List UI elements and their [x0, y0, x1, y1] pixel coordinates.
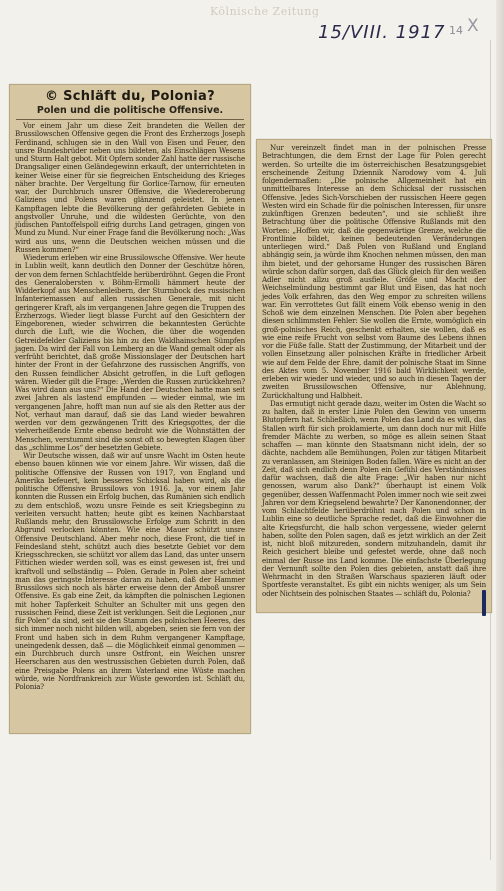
- clipping-left-column: [9, 84, 251, 734]
- left-paragraph: Wir Deutsche wissen, daß wir auf unsre Wacht im Osten heute ebenso bauen können wie vor einem Jahre. Wir wissen, daß die politische Offensive der Russen von 1917, von England und Amerika befeuert, kein besseres Schicksal haben wird, als die politische Offensive Brussilows von 1916. Ja, vor einem Jahr konnten die Russen ein Erfolg buchen, das Rumänien sich endlich zu dem entschloß, wozu unsre Feinde es seit Kriegsbeginn zu verleiten versucht hatten; heute gibt es keinen Nachbarstaat Rußlands mehr, den Brussilowsche Erfolge zum Schritt in den Abgrund verlocken könnten. Wie eine Mauer schützt unsre Offensive Deutschland. Aber mehr noch, diese Front, die tief in Feindesland steht, schützt auch dies besetzte Gebiet vor dem Kriegsschrecken, sie schützt vor allem das Land, das unter unsern Fittichen wieder werden soll, was es einst gewesen ist, frei und kraftvoll und selbständig — Polen. Gerade in Polen aber scheint man das geringste Interesse daran zu haben, daß der Hammer Brussilows sich noch als härter erweise denn der Amboß unsrer Offensive. Es gab eine Zeit, da kämpften die polnischen Legionen mit hoher Tapferkeit Schulter an Schulter mit uns gegen den russischen Feind, diese Zeit ist verklungen. Seit die Legionen „nur für Polen“ da sind, seit sie den Stamm des polnischen Heeres, des sich immer noch nicht bilden will, abgeben, seien sie fern von der Front und haben sich in dem Ruhm vergangener Kampftage, uneingedenk dessen, daß — die Möglichkeit einmal genommen — ein Durchbruch durch unsre Ostfront, ein Weichen unsrer Heerscharen aus den westrussischen Gebieten durch Polen, daß eine Preisgabe Polens an ihrem Vaterland eine Wüste machen würde, wie Nordfrankreich zur Wüste geworden ist. Schläft du, Polonia?: [15, 451, 245, 691]
- right-column-text: [262, 144, 486, 598]
- article-headline: © Schläft du, Polonia?: [45, 89, 215, 104]
- right-paragraph: Das ermutigt nicht gerade dazu, weiter im Osten die Wacht so zu halten, daß in erster Linie Polen den Gewinn von unserm Blutopfern hat. Schließlich, wenn Polen das Land da es will, das Stallen wirft für sich proklamierte, um dann doch nur mit Hilfe fremder Mächte zu werben, so möge es allein seinen Staat schaffen — man könnte den Staatsmann nicht ideln, der so dächte, nachdem alle Bemühungen, Polen zur tätigen Mitarbeit zu veranlassen, am Steinigen Boden fallen. Wäre es nicht an der Zeit, daß sich endlich denn Polen ein Gefühl des Verständnisses dafür wachsen, daß die alte Frage: „Wir haben nur nicht genossen, warum also Dank?“ überhaupt ist einem Volk gegenüber, dessen Waffenmacht Polen immer noch wie seit zwei Jahren vor dem Kriegselend bewahrte? Der Kanonendonner, der vom Schlachtfelde herüberdröhnt nach Polen und schon in Lublin eine so deutliche Sprache redet, daß die Einwohner die alte Kriegsfurcht, die halb schon vergessene, wieder gelernt haben, sollte den Polen sagen, daß es jetzt wirklich an der Zeit ist, nicht bloß mitzureden, sondern mitzuhandeln, damit ihr Reich gesichert bleibe und gefestet werde, ohne daß noch einmal der Russe ins Land komme. Die einfachste Überlegung der Vernunft sollte den Polen dies gebieten, anstatt daß ihre Wehrmacht in den Straßen Warschaus spazieren läuft oder Sportfeste veranstaltet. Es gibt ein nichts weniger, als um Sein oder Nichtsein des polnischen Staates — schläft du, Polonia?: [262, 398, 486, 598]
- faded-masthead: Kölnische Zeitung: [210, 5, 320, 18]
- handwritten-mark: X: [467, 16, 479, 36]
- left-column-text: [15, 122, 245, 691]
- sheet-edge: [496, 0, 504, 891]
- headline-rule: [16, 119, 244, 120]
- handwritten-date: 15/VIII. 1917: [318, 22, 446, 43]
- handwritten-number: 14: [449, 24, 463, 37]
- left-paragraph: Vor einem Jahr um diese Zeit brandeten die Wellen der Brussilowschen Offensive gegen die Front des Erzherzogs Joseph Ferdinand, schlugen sie in den Wall von Eisen und Feuer, den unsre Bundesbrüder neben uns bildeten, als Einschlägen Wesens und Sturm Halt gebot. Mit Opfern sonder Zahl hatte der russische Drangsaliger einen Geländegewinn erkauft, der unterrichteten in keiner Weise einer für sie fiegreichen Entscheidung des Krieges näher brachte. Der Vergeltung für Gorlice-Tarnow, für erneuten war, der Durchbruch unsrer Offensive, die Wiedereroberung Galiziens und Polens waren glänzend geleistet. In jenen Kampftagen lebte die Bevölkerung der gefährdeten Gebiete in angstvoller Unruhe, und die wildesten Gerüchte, von den jüdischen Pantoffelspoll eifrig durchs Land getragen, gingen von Mund zu Mund. Nur einer Frage fand die Bevölkerung noch: „Was wird aus uns, wenn die Deutschen weichen müssen und die Russen kommen?“: [15, 121, 245, 254]
- ink-margin-mark: [482, 590, 486, 616]
- clipping-right-column: [256, 139, 492, 613]
- article-subheadline: Polen und die politische Offensive.: [36, 105, 224, 116]
- right-paragraph: Nur vereinzelt findet man in der polnischen Presse Betrachtungen, die dem Ernst der Lage für Polen gerecht werden. So urteilte die im österreichischen Besatzungsgebiet erscheinende Zeitung Dziennik Narodowy vom 4. Juli folgendermaßen: „Die polnische Allgemeinheit hat ein unmittelbares Interesse an dem Schicksal der russischen Offensive. Jedes Sich-Vorschieben der russischen Heere gegen Westen wird ein Schade für die polnischen Interessen, für unsre zukünftigen Grenzen bedeuten“, und sie schließt ihre Betrachtung über die politische Offensive Rußlands mit den Worten: „Hoffen wir, daß die gegenwärtige Grenze, welche die Frontlinie bildet, keinen bedeutenden Veränderungen unterliegen wird.“ Daß Polen von Rußland und England abhängig sein, ja würde ihm Knochen nehmen müssen, den man ihm bietet, und der gehorsame Hunger des russischen Bären würde schon dafür sorgen, daß das Glück gleich für den weißen Adler nicht allzu groß ausfiele. Größe und Macht der Weichselmündung bestimmt gar Blut und Eisen, das hat noch jedes Volk erfahren, das den Weg empor zu schreiten willens war. Ein verrottetes Gut fällt einem Volk ebenso wenig in den Schoß wie dem einzelnen Menschen. Die Polen aber begehen diesen schlimmsten Fehler: Sie wollen die Ernte, womöglich ein groß-polnisches Reich, geschenkt erhalten, sie wollen, daß es wie eine reife Frucht von selbst vom Baume des Lebens ihnen vor die Füße falle. Statt der Zustimmung, der Mitarbeit und der vollen Einsetzung aller polnischen Kräfte in friedlicher Arbeit wie auf dem Felde der Ehre, damit der polnische Staat im Sinne des Aktes vom 5. November 1916 bald Wirklichkeit werde, erleben wir wieder und wieder, und so auch in diesen Tagen der zweiten Brussilowschen Offensive, nur Ablehnung, Zurückhaltung und Halbheit.: [262, 143, 486, 400]
- left-paragraph: Wiederum erleben wir eine Brussilowsche Offensive. Wer heute in Lublin weilt, kann deutlich den Donner der Geschütze hören, der von dem fernen Schlachtfelde herüberdröhnt. Gegen die Front des Generalobersten v. Böhm-Ermolli hämmert heute der Widderkopf aus Menschenleibern, der Sturmbock des russischen Infanteriemassen auf allen russischen Generale, mit nicht geringerer Kraft, als im vergangenen Jahre gegen die Truppen des Erzherzogs. Wieder liegt blasse Furcht auf den Gesichtern der Eingeborenen, wieder schwirren die bekanntesten Gerüchte durch die Luft, wie die Wochen, die über die wogenden Getreidefelder Galiziens bis hin zu den Waldhainschen Sümpfen jagen. Da wird der Fall von Lemberg an die Wand gemalt oder als verfrüht berichtet, daß große Missionslager der Deutschen hart hinter der Front in der Gefahrzone des russischen Angriffs, von den Russen feindlicher Absicht getroffen, in die Luft geflogen wären. Wieder gilt die Frage: „Werden die Russen zurückkehren? Was wird dann aus uns?“ Die Hand der Deutschen hatte man seit zwei Jahren als lastend empfunden — wieder einmal, wie im vergangenen Jahre, hofft man nun auf sie als den Retter aus der Not, verhaut man darauf, daß sie das Land wieder bewahren werden vor dem gezwängenen Tritt des Kriegsgottes, der die vielverheißende Ernte ebenso bedroht wie die Wohnstätten der Menschen, verstummt sind die sonst oft so bewegten Klagen über das „schlimme Los“ der besetzten Gebiete.: [15, 253, 245, 452]
